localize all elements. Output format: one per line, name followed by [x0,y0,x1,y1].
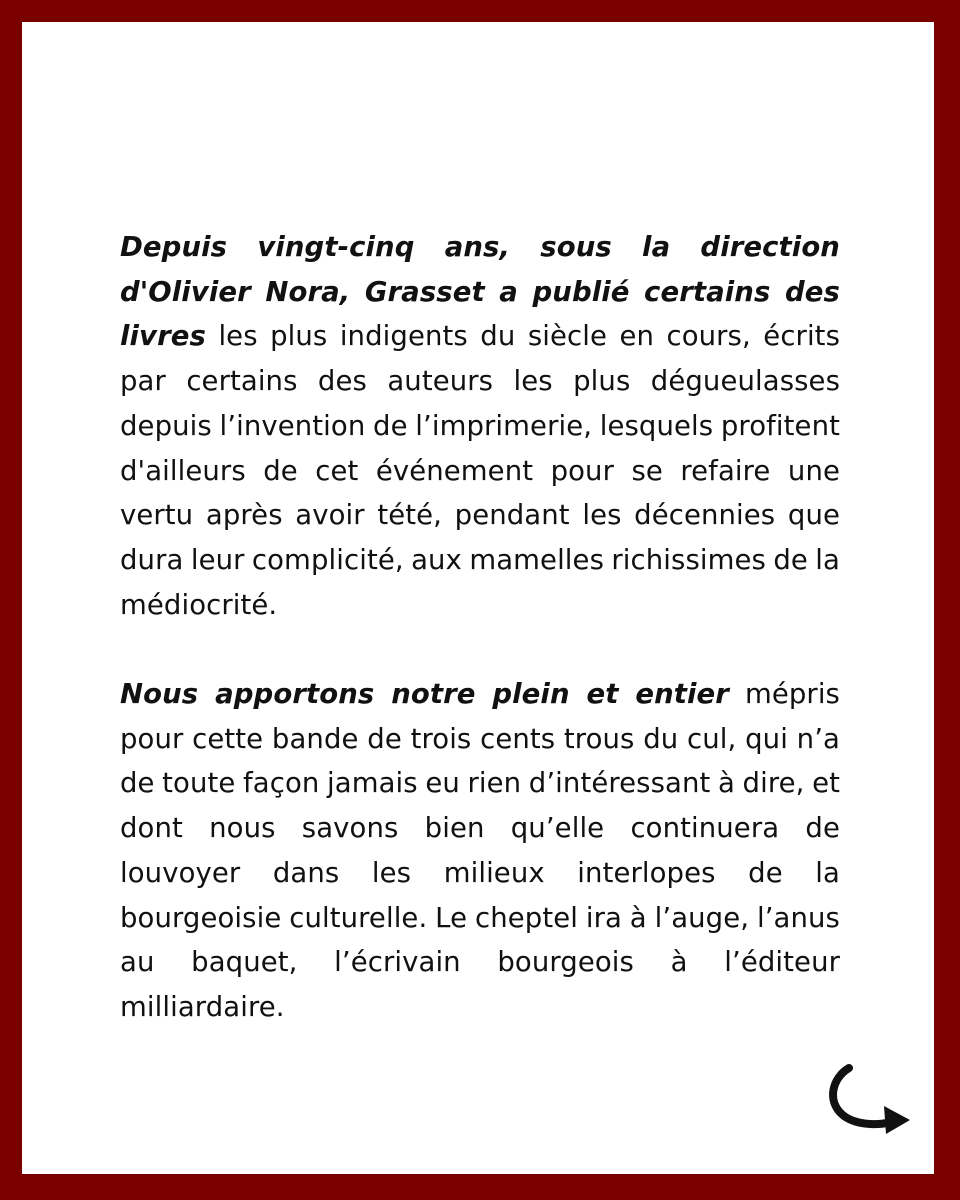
paragraph-1-lead: Depuis vingt-cinq ans, sous la direction d'Olivier Nora, Grasset a publié certains des livres [120,231,840,353]
paragraph-2-lead: Nous apportons notre plein et entier [120,678,729,711]
paragraph-2-body: mépris pour cette bande de trois cents trous du cul, qui n’a de toute façon jamais eu rien d’intéressant à dire, et dont nous savons bien qu’elle continuera de louvoyer dans les milieux interlopes de la bourgeoisie culturelle. Le cheptel ira à l’auge, l’anus au baquet, l’écrivain bourgeois à l’éditeur milliardaire. [120,678,840,1023]
paragraph-1-body: les plus indigents du siècle en cours, écrits par certains des auteurs les plus dégueulasses depuis l’invention de l’imprimerie, lesquels profitent d'ailleurs de cet événement pour se refaire une vertu après avoir tété, pendant les décennies que dura leur complicité, aux mamelles richissimes de la médiocrité. [120,320,840,621]
paragraph-2 [120,672,840,1030]
paragraph-1 [120,225,840,627]
statement-text [120,225,840,1030]
curved-arrow-right-icon[interactable] [812,1062,912,1152]
post-card [22,22,934,1174]
